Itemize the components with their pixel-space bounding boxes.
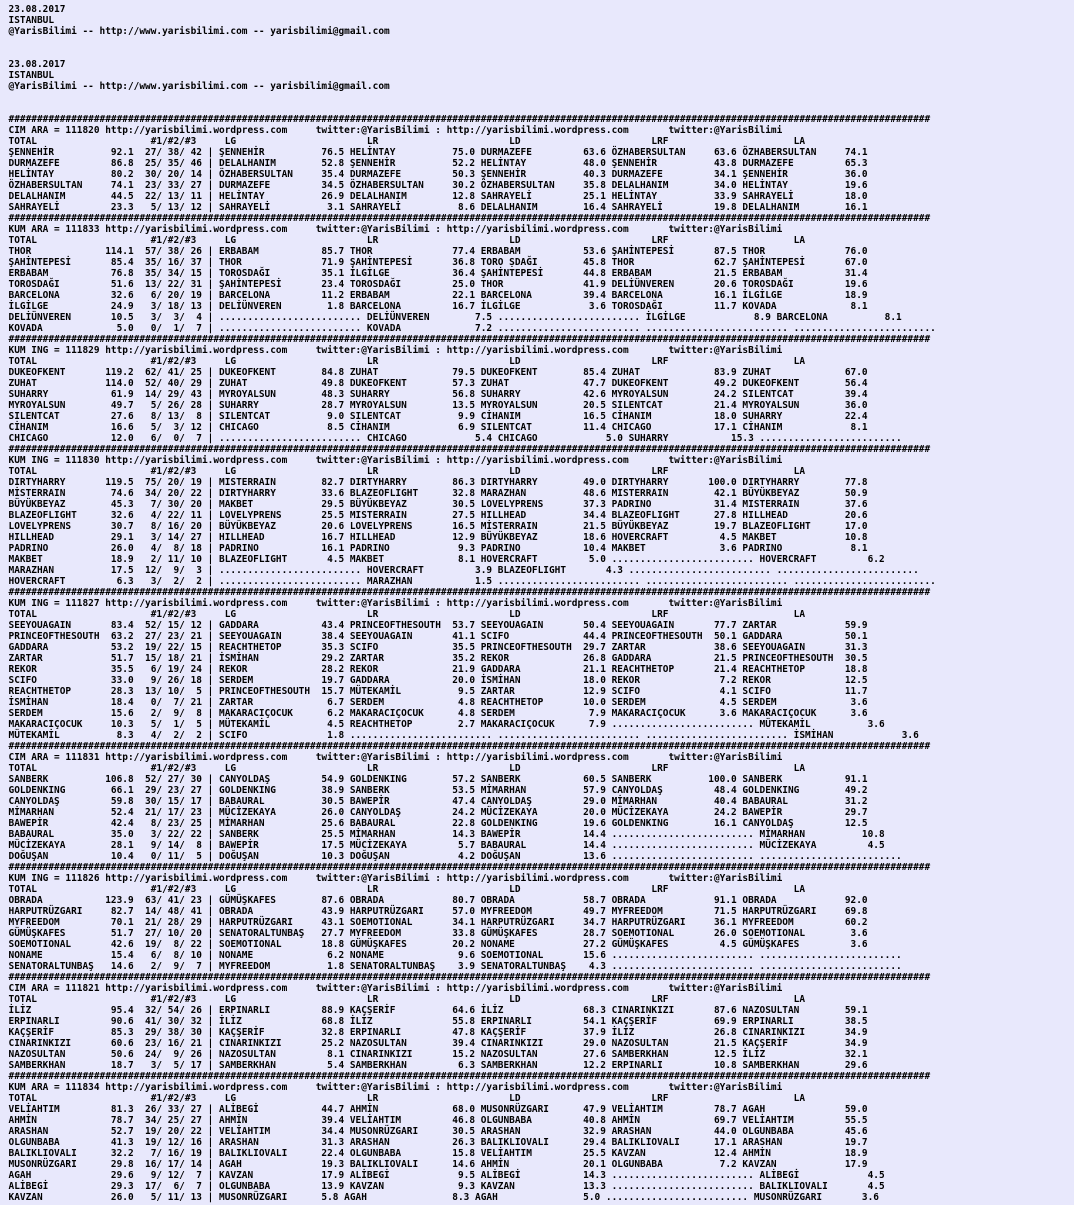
document-line: MARAZHAN 17.5 12/ 9/ 3 | ......................... HOVERCRAFT 3.9 BLAZEOFLIGHT 4.3 ......................... ......................... [8, 565, 919, 576]
document-line: SAHRAYELİ 23.3 5/ 13/ 12 | SAHRAYELİ 3.1 SAHRAYELİ 8.6 DELALHANIM 16.4 SAHRAYELİ 19.8 DELALHANIM 16.1 [8, 202, 868, 213]
document-line: SERDEM 15.6 2/ 9/ 8 | MAKARACIÇOCUK 6.2 MAKARACIÇOCUK 4.8 SERDEM 7.9 MAKARACIÇOCUK 3.6 MAKARACIÇOCUK 3.6 [8, 708, 868, 719]
document-line: SILENTCAT 27.6 8/ 13/ 8 | SILENTCAT 9.0 SILENTCAT 9.9 CİHANIM 16.5 CİHANIM 18.0 SUHARRY 22.4 [8, 411, 868, 422]
document-line: TOTAL #1/#2/#3 LG LR LD LRF LA [8, 1093, 806, 1104]
document-line: CIM ARA = 111820 http://yarisbilimi.wordpress.com twitter:@YarisBilimi : http://yarisbilimi.wordpress.com twitter:@YarisBilimi [8, 125, 783, 136]
document-line: ARASHAN 52.7 19/ 20/ 22 | VELİAHTIM 34.4 MUSONRÜZGARI 30.5 ARASHAN 32.9 ARASHAN 44.0 OLGUNBABA 45.6 [8, 1126, 868, 1137]
document-line: OLGUNBABA 41.3 19/ 12/ 16 | ARASHAN 31.3 ARASHAN 26.3 BALIKLIOVALI 29.4 BALIKLIOVALI 17.1 ARASHAN 19.7 [8, 1137, 868, 1148]
document-line: @YarisBilimi -- http://www.yarisbilimi.com -- yarisbilimi@gmail.com [8, 26, 390, 37]
document-line: GOLDENKING 66.1 29/ 23/ 27 | GOLDENKING 38.9 SANBERK 53.5 MİMARHAN 57.9 CANYOLDAŞ 48.4 GOLDENKING 49.2 [8, 785, 868, 796]
document-line: ################################################################################################################################################################## [8, 444, 931, 455]
document-line: ZUHAT 114.0 52/ 40/ 29 | ZUHAT 49.8 DUKEOFKENT 57.3 ZUHAT 47.7 DUKEOFKENT 49.2 DUKEOFKENT 56.4 [8, 378, 868, 389]
document-line: TOTAL #1/#2/#3 LG LR LD LRF LA [8, 356, 806, 367]
document-line: ÖZHABERSULTAN 74.1 23/ 33/ 27 | DURMAZEFE 34.5 ÖZHABERSULTAN 30.2 ÖZHABERSULTAN 35.8 DELALHANIM 34.0 HELİNTAY 19.6 [8, 180, 868, 191]
document-line: KUM ING = 111829 http://yarisbilimi.wordpress.com twitter:@YarisBilimi : http://yarisbilimi.wordpress.com twitter:@YarisBilimi [8, 345, 783, 356]
document-line: ALİBEGİ 29.3 17/ 6/ 7 | OLGUNBABA 13.9 KAVZAN 9.3 KAVZAN 13.3 ......................... BALIKLIOVALI 4.5 [8, 1181, 885, 1192]
document-line: PADRINO 26.0 4/ 8/ 18 | PADRINO 16.1 PADRINO 9.3 PADRINO 10.4 MAKBET 3.6 PADRINO 8.1 [8, 543, 868, 554]
document-line: ################################################################################################################################################################## [8, 114, 931, 125]
document-line: İLGİLGE 24.9 3/ 18/ 13 | DELİÜNVEREN 1.8 BARCELONA 16.7 İLGİLGE 3.6 TOROSDAĞI 11.7 KOVADA 8.1 [8, 301, 868, 312]
document-line: MYFREEDOM 70.1 21/ 28/ 29 | HARPUTRÜZGARI 43.1 SOEMOTIONAL 34.1 HARPUTRÜZGARI 34.7 HARPUTRÜZGARI 36.1 MYFREEDOM 60.2 [8, 917, 868, 928]
document-line: TOTAL #1/#2/#3 LG LR LD LRF LA [8, 994, 806, 1005]
document-line: GADDARA 53.2 19/ 22/ 15 | REACHTHETOP 35.3 SCIFO 35.5 PRINCEOFTHESOUTH 29.7 ZARTAR 38.6 SEEYOUAGAIN 31.3 [8, 642, 868, 653]
document-line: TOTAL #1/#2/#3 LG LR LD LRF LA [8, 136, 806, 147]
document-line: SOEMOTIONAL 42.6 19/ 8/ 22 | SOEMOTIONAL 18.8 GÜMÜŞKAFES 20.2 NONAME 27.2 GÜMÜŞKAFES 4.5 GÜMÜŞKAFES 3.6 [8, 939, 868, 950]
document-line: HELİNTAY 80.2 30/ 20/ 14 | ÖZHABERSULTAN 35.4 DURMAZEFE 50.3 ŞENNEHİR 40.3 DURMAZEFE 34.1 ŞENNEHİR 36.0 [8, 169, 868, 180]
document-line: SENATORALTUNBAŞ 14.6 2/ 9/ 7 | MYFREEDOM 1.8 SENATORALTUNBAŞ 3.9 SENATORALTUNBAŞ 4.3 ......................... ......................... [8, 961, 902, 972]
document-line: PRINCEOFTHESOUTH 63.2 27/ 23/ 21 | SEEYOUAGAIN 38.4 SEEYOUAGAIN 41.1 SCIFO 44.4 PRINCEOFTHESOUTH 50.1 GADDARA 50.1 [8, 631, 868, 642]
document-line: LOVELYPRENS 30.7 8/ 16/ 20 | BÜYÜKBEYAZ 20.6 LOVELYPRENS 16.5 MİSTERRAIN 21.5 BÜYÜKBEYAZ 19.7 BLAZEOFLIGHT 17.0 [8, 521, 868, 532]
document-line: CIM ARA = 111831 http://yarisbilimi.wordpress.com twitter:@YarisBilimi : http://yarisbilimi.wordpress.com twitter:@YarisBilimi [8, 752, 783, 763]
document-line: MÜTEKAMİL 8.3 4/ 2/ 2 | SCIFO 1.8 ......................... ......................... ......................... İSMİHAN 3.6 [8, 730, 919, 741]
document-line: MAKARACIÇOCUK 10.3 5/ 1/ 5 | MÜTEKAMİL 4.5 REACHTHETOP 2.7 MAKARACIÇOCUK 7.9 ......................... MÜTEKAMİL 3.6 [8, 719, 885, 730]
document-line: 23.08.2017 [8, 4, 66, 15]
document-line: ################################################################################################################################################################## [8, 972, 931, 983]
document-line: CHICAGO 12.0 6/ 0/ 7 | ......................... CHICAGO 5.4 CHICAGO 5.0 SUHARRY 15.3 ......................... [8, 433, 902, 444]
document-line: @YarisBilimi -- http://www.yarisbilimi.com -- yarisbilimi@gmail.com [8, 81, 390, 92]
document-line: DOĞUŞAN 10.4 0/ 11/ 5 | DOĞUŞAN 10.3 DOĞUŞAN 4.2 DOĞUŞAN 13.6 ......................... ......................... [8, 851, 902, 862]
document-line: BABAURAL 35.0 3/ 22/ 22 | SANBERK 25.5 MİMARHAN 14.3 BAWEPİR 14.4 ......................... MİMARHAN 10.8 [8, 829, 885, 840]
document-line: CİHANIM 16.6 5/ 3/ 12 | CHICAGO 8.5 CİHANIM 6.9 SILENTCAT 11.4 CHICAGO 17.1 CİHANIM 8.1 [8, 422, 868, 433]
document-line: HOVERCRAFT 6.3 3/ 2/ 2 | ......................... MARAZHAN 1.5 ......................... ......................... ......................... [8, 576, 936, 587]
document-line: SCIFO 33.0 9/ 26/ 18 | SERDEM 19.7 GADDARA 20.0 İSMİHAN 18.0 REKOR 7.2 REKOR 12.5 [8, 675, 868, 686]
document-line: MÜCİZEKAYA 28.1 9/ 14/ 8 | BAWEPİR 17.5 MÜCİZEKAYA 5.7 BABAURAL 14.4 ......................... MÜCİZEKAYA 4.5 [8, 840, 885, 851]
document-line: MİMARHAN 52.4 21/ 17/ 23 | MÜCİZEKAYA 26.0 CANYOLDAŞ 24.2 MÜCİZEKAYA 20.0 MÜCİZEKAYA 24.2 BAWEPİR 29.7 [8, 807, 868, 818]
document-line: ################################################################################################################################################################## [8, 587, 931, 598]
document-line: MYROYALSUN 49.7 5/ 26/ 28 | SUHARRY 28.7 MYROYALSUN 13.5 MYROYALSUN 20.5 SILENTCAT 21.4 MYROYALSUN 36.0 [8, 400, 868, 411]
document-line: BAWEPİR 42.4 8/ 23/ 25 | MİMARHAN 25.6 BABAURAL 22.8 GOLDENKING 19.6 GOLDENKING 16.1 CANYOLDAŞ 12.5 [8, 818, 868, 829]
document-line: İLİZ 95.4 32/ 54/ 26 | ERPINARLI 88.9 KAÇŞERİF 64.6 İLİZ 68.3 CINARINKIZI 87.6 NAZOSULTAN 59.1 [8, 1005, 868, 1016]
document-line: TOTAL #1/#2/#3 LG LR LD LRF LA [8, 609, 806, 620]
document-line: TOTAL #1/#2/#3 LG LR LD LRF LA [8, 466, 806, 477]
document-line: TOTAL #1/#2/#3 LG LR LD LRF LA [8, 235, 806, 246]
document-line: ################################################################################################################################################################## [8, 1071, 931, 1082]
document-line: ERPINARLI 90.6 41/ 30/ 32 | İLİZ 68.8 İLİZ 55.8 ERPINARLI 54.1 KAÇŞERİF 69.9 ERPINARLI 38.5 [8, 1016, 868, 1027]
document-line: ERBABAM 76.8 35/ 34/ 15 | TOROSDAĞI 35.1 İLGİLGE 36.4 ŞAHİNTEPESİ 44.8 ERBABAM 21.5 ERBABAM 31.4 [8, 268, 868, 279]
document-line: VELİAHTIM 81.3 26/ 33/ 27 | ALİBEGİ 44.7 AHMİN 68.0 MUSONRÜZGARI 47.9 VELİAHTIM 78.7 AGAH 59.0 [8, 1104, 868, 1115]
document-line: BÜYÜKBEYAZ 45.3 7/ 30/ 20 | MAKBET 29.5 BÜYÜKBEYAZ 30.5 LOVELYPRENS 37.3 PADRINO 31.4 MISTERRAIN 37.6 [8, 499, 868, 510]
document-line: REKOR 35.5 6/ 19/ 24 | REKOR 28.2 REKOR 21.9 GADDARA 21.1 REACHTHETOP 21.4 REACHTHETOP 18.8 [8, 664, 868, 675]
document-line: THOR 114.1 57/ 38/ 26 | ERBABAM 85.7 THOR 77.4 ERBABAM 53.6 ŞAHİNTEPESİ 87.5 THOR 76.0 [8, 246, 868, 257]
document-line: CIM ARA = 111821 http://yarisbilimi.wordpress.com twitter:@YarisBilimi : http://yarisbilimi.wordpress.com twitter:@YarisBilimi [8, 983, 783, 994]
document-line: ISTANBUL [8, 70, 55, 81]
document-line: KUM ING = 111827 http://yarisbilimi.wordpress.com twitter:@YarisBilimi : http://yarisbilimi.wordpress.com twitter:@YarisBilimi [8, 598, 783, 609]
document-line: SEEYOUAGAIN 83.4 52/ 15/ 12 | GADDARA 43.4 PRINCEOFTHESOUTH 53.7 SEEYOUAGAIN 50.4 SEEYOUAGAIN 77.7 ZARTAR 59.9 [8, 620, 868, 631]
document-line: BALIKLIOVALI 32.2 7/ 16/ 19 | BALIKLIOVALI 22.4 OLGUNBABA 15.8 VELİAHTIM 25.5 KAVZAN 12.4 AHMİN 18.9 [8, 1148, 868, 1159]
document-line: KUM ARA = 111834 http://yarisbilimi.wordpress.com twitter:@YarisBilimi : http://yarisbilimi.wordpress.com twitter:@YarisBilimi [8, 1082, 783, 1093]
document-line: KUM ING = 111826 http://yarisbilimi.wordpress.com twitter:@YarisBilimi : http://yarisbilimi.wordpress.com twitter:@YarisBilimi [8, 873, 783, 884]
document-line: MİSTERRAIN 74.6 34/ 20/ 22 | DIRTYHARRY 33.6 BLAZEOFLIGHT 32.8 MARAZHAN 48.6 MISTERRAIN 42.1 BÜYÜKBEYAZ 50.9 [8, 488, 868, 499]
document-line: OBRADA 123.9 63/ 41/ 23 | GÜMÜŞKAFES 87.6 OBRADA 80.7 OBRADA 58.7 OBRADA 91.1 OBRADA 92.0 [8, 895, 868, 906]
document-line: HARPUTRÜZGARI 82.7 14/ 48/ 41 | OBRADA 43.9 HARPUTRÜZGARI 57.0 MYFREEDOM 49.7 MYFREEDOM 71.5 HARPUTRÜZGARI 69.8 [8, 906, 868, 917]
document-line: GÜMÜŞKAFES 51.7 27/ 10/ 20 | SENATORALTUNBAŞ 27.7 MYFREEDOM 33.8 GÜMÜŞKAFES 28.7 SOEMOTIONAL 26.0 SOEMOTIONAL 3.6 [8, 928, 868, 939]
document-line: ŞAHİNTEPESİ 85.4 35/ 16/ 37 | THOR 71.9 ŞAHİNTEPESİ 36.8 TORO ṢDAĞI 45.8 THOR 62.7 ŞAHİNTEPESİ 67.0 [8, 257, 868, 268]
document-line: KAÇŞERİF 85.3 29/ 38/ 30 | KAÇŞERİF 32.8 ERPINARLI 47.8 KAÇŞERİF 37.9 İLİZ 26.8 CINARINKIZI 34.9 [8, 1027, 868, 1038]
document-line: HILLHEAD 29.1 3/ 14/ 27 | HILLHEAD 16.7 HILLHEAD 12.9 BÜYÜKBEYAZ 18.6 HOVERCRAFT 4.5 MAKBET 10.8 [8, 532, 868, 543]
document-line: SAMBERKHAN 18.7 3/ 5/ 17 | SAMBERKHAN 5.4 SAMBERKHAN 6.3 SAMBERKHAN 12.2 ERPINARLI 10.8 SAMBERKHAN 29.6 [8, 1060, 868, 1071]
document-line: AHMİN 78.7 34/ 25/ 27 | AHMİN 39.4 VELİAHTIM 46.8 OLGUNBABA 40.8 AHMİN 69.7 VELİAHTIM 55.5 [8, 1115, 868, 1126]
document-line: TOTAL #1/#2/#3 LG LR LD LRF LA [8, 884, 806, 895]
document-line: İSMİHAN 18.4 0/ 7/ 21 | ZARTAR 6.7 SERDEM 4.8 REACHTHETOP 10.0 SERDEM 4.5 SERDEM 3.6 [8, 697, 868, 708]
document-line: TOTAL #1/#2/#3 LG LR LD LRF LA [8, 763, 806, 774]
document-line: ŞENNEHİR 92.1 27/ 38/ 42 | ŞENNEHİR 76.5 HELİNTAY 75.0 DURMAZEFE 63.6 ÖZHABERSULTAN 63.6 ÖZHABERSULTAN 74.1 [8, 147, 868, 158]
document-line: DIRTYHARRY 119.5 75/ 20/ 19 | MISTERRAIN 82.7 DIRTYHARRY 86.3 DIRTYHARRY 49.0 DIRTYHARRY 100.0 DIRTYHARRY 77.8 [8, 477, 868, 488]
document-line: BLAZEOFLIGHT 32.6 4/ 22/ 11 | LOVELYPRENS 25.5 MISTERRAIN 27.5 HILLHEAD 34.4 BLAZEOFLIGHT 27.8 HILLHEAD 20.6 [8, 510, 868, 521]
document-line: ################################################################################################################################################################## [8, 862, 931, 873]
document-line: BARCELONA 32.6 6/ 20/ 19 | BARCELONA 11.2 ERBABAM 22.1 BARCELONA 39.4 BARCELONA 16.1 İLGİLGE 18.9 [8, 290, 868, 301]
document-line: AGAH 29.6 9/ 12/ 7 | KAVZAN 17.9 ALİBEGİ 9.5 ALİBEGİ 14.3 ......................... ALİBEGİ 4.5 [8, 1170, 885, 1181]
document-line: MUSONRÜZGARI 29.8 16/ 17/ 14 | AGAH 19.3 BALIKLIOVALI 14.6 AHMİN 20.1 OLGUNBABA 7.2 KAVZAN 17.9 [8, 1159, 868, 1170]
document-line: DUKEOFKENT 119.2 62/ 41/ 25 | DUKEOFKENT 84.8 ZUHAT 79.5 DUKEOFKENT 85.4 ZUHAT 83.9 ZUHAT 67.0 [8, 367, 868, 378]
document-line: DELALHANIM 44.5 22/ 13/ 11 | HELİNTAY 26.9 DELALHANIM 12.8 SAHRAYELİ 25.1 HELİNTAY 33.9 SAHRAYELİ 18.0 [8, 191, 868, 202]
document-line: SANBERK 106.8 52/ 27/ 30 | CANYOLDAŞ 54.9 GOLDENKING 57.2 SANBERK 60.5 SANBERK 100.0 SANBERK 91.1 [8, 774, 868, 785]
document-line: SUHARRY 61.9 14/ 29/ 43 | MYROYALSUN 48.3 SUHARRY 56.8 SUHARRY 42.6 MYROYALSUN 24.2 SILENTCAT 39.4 [8, 389, 868, 400]
document-line: NONAME 15.4 6/ 8/ 10 | NONAME 6.2 NONAME 9.6 SOEMOTIONAL 15.6 ......................... ......................... [8, 950, 902, 961]
document-line: 23.08.2017 [8, 59, 66, 70]
document-line: CANYOLDAŞ 59.8 30/ 15/ 17 | BABAURAL 30.5 BAWEPİR 47.4 CANYOLDAŞ 29.0 MİMARHAN 40.4 BABAURAL 31.2 [8, 796, 868, 807]
document-line: NAZOSULTAN 50.6 24/ 9/ 26 | NAZOSULTAN 8.1 CINARINKIZI 15.2 NAZOSULTAN 27.6 SAMBERKHAN 12.5 İLİZ 32.1 [8, 1049, 868, 1060]
document-line: REACHTHETOP 28.3 13/ 10/ 5 | PRINCEOFTHESOUTH 15.7 MÜTEKAMİL 9.5 ZARTAR 12.9 SCIFO 4.1 SCIFO 11.7 [8, 686, 868, 697]
document-line: CINARINKIZI 60.6 23/ 16/ 21 | CINARINKIZI 25.2 NAZOSULTAN 39.4 CINARINKIZI 29.0 NAZOSULTAN 21.5 KAÇŞERİF 34.9 [8, 1038, 868, 1049]
document-line: MAKBET 18.9 2/ 11/ 10 | BLAZEOFLIGHT 4.5 MAKBET 8.1 HOVERCRAFT 5.0 ......................... HOVERCRAFT 6.2 [8, 554, 885, 565]
document-line: KOVADA 5.0 0/ 1/ 7 | ......................... KOVADA 7.2 ......................... ......................... ......................... [8, 323, 936, 334]
document-line: DURMAZEFE 86.8 25/ 35/ 46 | DELALHANIM 52.8 ŞENNEHİR 52.2 HELİNTAY 48.0 ŞENNEHİR 43.8 DURMAZEFE 65.3 [8, 158, 868, 169]
document-line: ################################################################################################################################################################## [8, 213, 931, 224]
document-line: ISTANBUL [8, 15, 55, 26]
document-line: DELİÜNVEREN 10.5 3/ 3/ 4 | ......................... DELİÜNVEREN 7.5 ......................... İLGİLGE 8.9 BARCELONA 8.1 [8, 312, 902, 323]
document-line: KUM ING = 111830 http://yarisbilimi.wordpress.com twitter:@YarisBilimi : http://yarisbilimi.wordpress.com twitter:@YarisBilimi [8, 455, 783, 466]
document-line: TOROSDAĞI 51.6 13/ 22/ 31 | ŞAHİNTEPESİ 23.4 TOROSDAĞI 25.0 THOR 41.9 DELİÜNVEREN 20.6 TOROSDAĞI 19.6 [8, 279, 868, 290]
document-line: ZARTAR 51.7 15/ 18/ 21 | İSMİHAN 29.2 ZARTAR 35.2 REKOR 26.8 GADDARA 21.5 PRINCEOFTHESOUTH 30.5 [8, 653, 868, 664]
document-line: KAVZAN 26.0 5/ 11/ 13 | MUSONRÜZGARI 5.8 AGAH 8.3 AGAH 5.0 ......................... MUSONRÜZGARI 3.6 [8, 1192, 879, 1203]
document-line: ################################################################################################################################################################## [8, 741, 931, 752]
document-line: KUM ARA = 111833 http://yarisbilimi.wordpress.com twitter:@YarisBilimi : http://yarisbilimi.wordpress.com twitter:@YarisBilimi [8, 224, 783, 235]
document-line: ################################################################################################################################################################## [8, 334, 931, 345]
